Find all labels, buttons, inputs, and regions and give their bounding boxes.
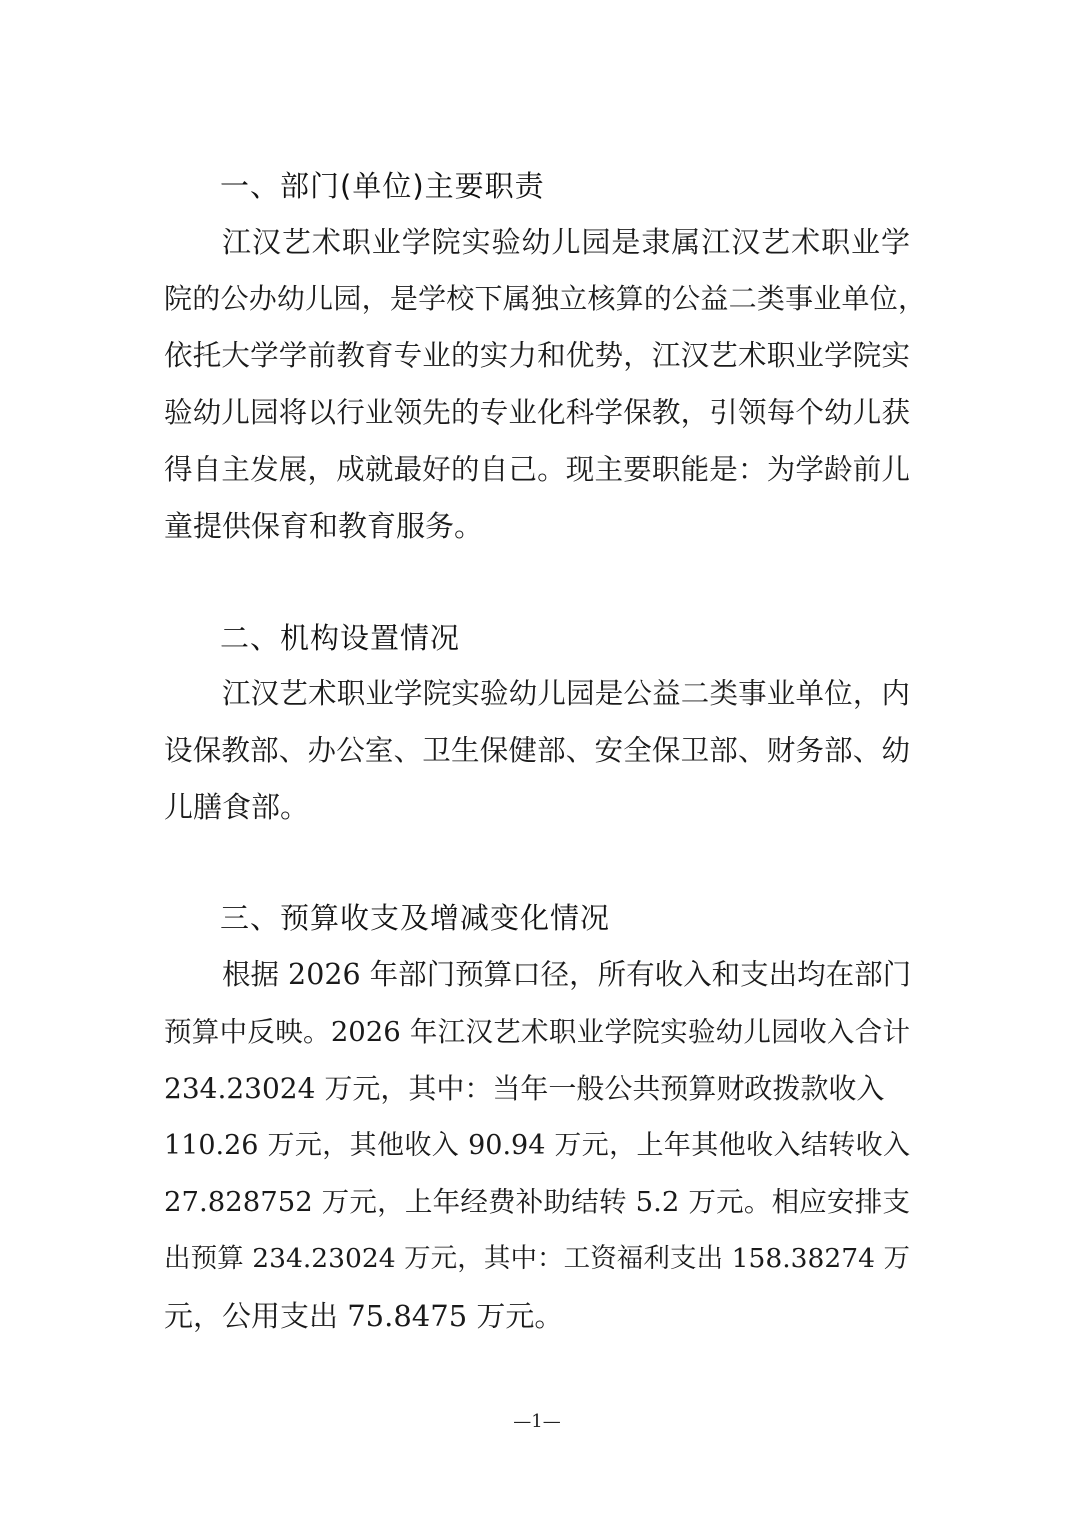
section-3-line-5: 27.828752 万元，上年经费补助结转 5.2 万元。相应安排支: [164, 1186, 910, 1218]
page-number: —1—: [513, 1411, 561, 1432]
section-2-line-2: 设保教部、办公室、卫生保健部、安全保卫部、财务部、幼: [164, 734, 910, 767]
section-3-line-6: 出预算 234.23024 万元，其中：工资福利支出 158.38274 万: [164, 1243, 910, 1274]
section-1-line-6: 童提供保育和教育服务。: [164, 509, 484, 543]
section-3-line-2: 预算中反映。2026 年江汉艺术职业学院实验幼儿园收入合计: [164, 1016, 910, 1048]
section-3-line-3: 234.23024 万元，其中：当年一般公共预算财政拨款收入: [164, 1072, 885, 1105]
section-2-line-3: 儿膳食部。: [164, 790, 310, 824]
section-1-line-4: 验幼儿园将以行业领先的专业化科学保教，引领每个幼儿获: [164, 396, 910, 429]
section-3-line-7: 元，公用支出 75.8475 万元。: [164, 1299, 564, 1333]
section-3-line-1: 根据 2026 年部门预算口径，所有收入和支出均在部门: [222, 958, 912, 991]
section-2-line-1: 江汉艺术职业学院实验幼儿园是公益二类事业单位，内: [222, 677, 910, 710]
section-1-line-1: 江汉艺术职业学院实验幼儿园是隶属江汉艺术职业学: [222, 225, 910, 259]
section-3-heading: 三、预算收支及增减变化情况: [220, 901, 611, 935]
section-1-line-2: 院的公办幼儿园，是学校下属独立核算的公益二类事业单位，: [164, 282, 926, 315]
section-3-line-4: 110.26 万元，其他收入 90.94 万元，上年其他收入结转收入: [164, 1130, 910, 1161]
section-1-line-3: 依托大学学前教育专业的实力和优势，江汉艺术职业学院实: [164, 339, 910, 372]
section-2-heading: 二、机构设置情况: [220, 621, 461, 655]
section-1-heading: 一、部门(单位)主要职责: [220, 169, 545, 203]
section-1-line-5: 得自主发展，成就最好的自己。现主要职能是：为学龄前儿: [164, 453, 910, 486]
